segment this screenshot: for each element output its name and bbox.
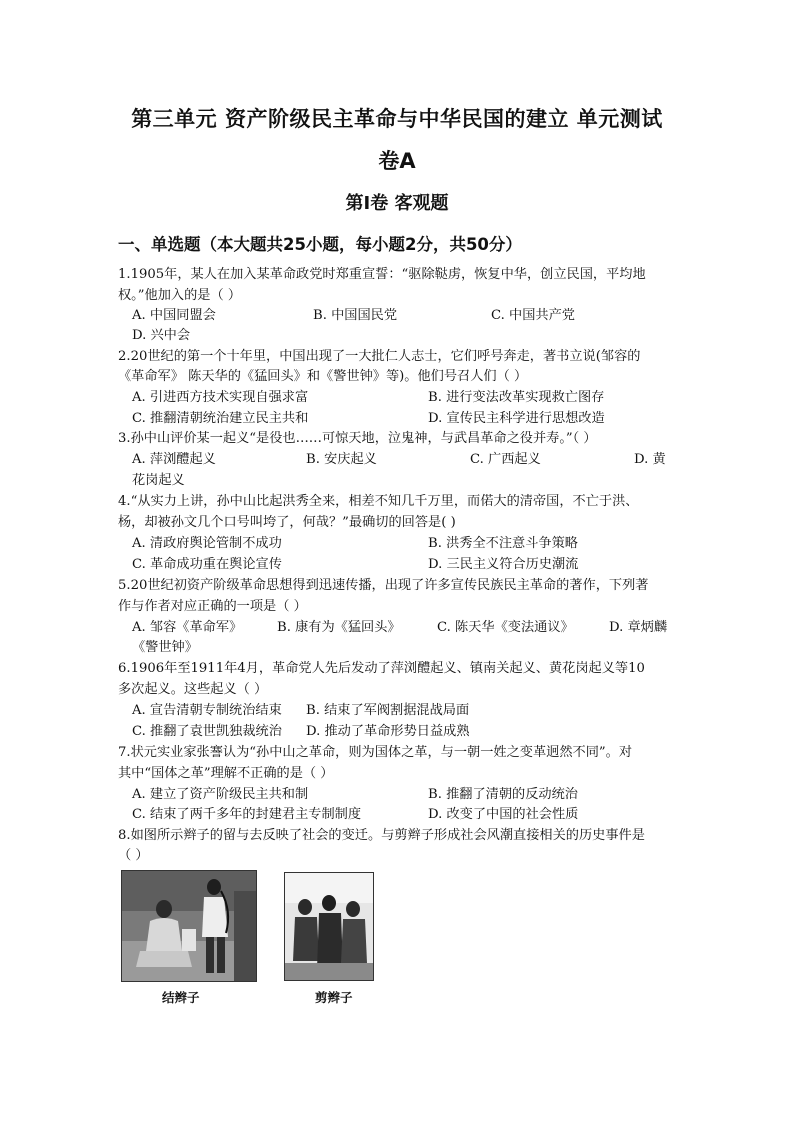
question-4-option-b: B. 洪秀全不注意斗争策略 [428,536,578,551]
question-1-option-a: A. 中国同盟会 [132,308,216,323]
question-4-option-a: A. 清政府舆论管制不成功 [132,536,282,551]
question-6-option-c: C. 推翻了袁世凯独裁统治 [132,724,282,739]
page-title: 第三单元 资产阶级民主革命与中华民国的建立 单元测试 [131,107,663,131]
photo-cutting-queue [284,872,374,981]
section-heading: 一、单选题（本大题共25小题，每小题2分，共50分） [118,235,522,254]
question-7-option-c: C. 结束了两千多年的封建君主专制制度 [132,807,362,822]
question-6-stem: 6.1906年至1911年4月，革命党人先后发动了萍浏醴起义、镇南关起义、黄花岗起义等10 [118,661,645,676]
question-2-option-b: B. 进行变法改革实现救亡图存 [428,390,605,405]
question-6-option-d: D. 推动了革命形势日益成熟 [306,724,470,739]
question-3-option-d-cont: 花岗起义 [132,473,185,488]
question-1-stem: 1.1905年，某人在加入某革命政党时郑重宣誓：“驱除鞑虏，恢复中华，创立民国，平均地 [118,267,646,282]
question-6-option-a: A. 宣告清朝专制统治结束 [132,703,282,718]
question-3-option-c: C. 广西起义 [470,452,541,467]
question-5-option-b: B. 康有为《猛回头》 [277,620,401,635]
question-2-option-d: D. 宣传民主科学进行思想改造 [428,411,605,426]
question-2-stem: 2.20世纪的第一个十年里，中国出现了一大批仁人志士，它们呼号奔走，著书立说(邹容的 [118,349,641,364]
question-7-stem: 其中“国体之革”理解不正确的是（ ） [118,766,334,781]
page-title-cont: 卷A [378,149,416,173]
question-7-option-a: A. 建立了资产阶级民主共和制 [132,787,309,802]
question-8-stem: 8.如图所示辫子的留与去反映了社会的变迁。与剪辫子形成社会风潮直接相关的历史事件是 [118,828,645,843]
question-4-option-d: D. 三民主义符合历史潮流 [428,557,579,572]
question-3-option-a: A. 萍浏醴起义 [132,452,216,467]
question-5-option-d: D. 章炳麟 [609,620,668,635]
photo-braided-queue-image [122,871,256,981]
question-4-option-c: C. 革命成功重在舆论宣传 [132,557,282,572]
question-3-stem: 3.孙中山评价某一起义“是役也……可惊天地，泣鬼神，与武昌革命之役并寿。”（ ） [118,431,597,446]
caption-cutting-queue: 剪辫子 [315,990,353,1005]
question-7-stem: 7.状元实业家张謇认为“孙中山之革命，则为国体之革，与一朝一姓之变革迥然不同”。对 [118,745,632,760]
question-5-option-d-cont: 《警世钟》 [132,640,198,655]
question-7-option-d: D. 改变了中国的社会性质 [428,807,579,822]
question-1-option-b: B. 中国国民党 [313,308,398,323]
question-4-stem: 4.“从实力上讲，孙中山比起洪秀全来，相差不知几千万里，而偌大的清帝国，不亡于洪、 [118,494,639,509]
question-5-stem: 5.20世纪初资产阶级革命思想得到迅速传播，出现了许多宣传民族民主革命的著作，下列著 [118,578,649,593]
question-7-option-b: B. 推翻了清朝的反动统治 [428,787,578,802]
question-4-stem: 杨，却被孙文几个口号叫垮了，何哉？”最确切的回答是( ) [118,515,456,530]
question-3-option-b: B. 安庆起义 [306,452,377,467]
caption-braided-queue: 结辫子 [162,990,200,1005]
question-5-option-c: C. 陈天华《变法通议》 [437,620,574,635]
question-2-option-a: A. 引进西方技术实现自强求富 [132,390,309,405]
question-6-stem: 多次起义。这些起义（ ） [118,682,268,697]
question-1-stem: 权。”他加入的是（ ） [118,288,242,303]
question-8-stem: （ ） [118,848,149,863]
question-6-option-b: B. 结束了军阀割据混战局面 [306,703,470,718]
question-1-option-c: C. 中国共产党 [491,308,575,323]
question-5-stem: 作与作者对应正确的一项是（ ） [118,599,307,614]
part-title: 第Ⅰ卷 客观题 [345,193,449,214]
question-5-option-a: A. 邹容《革命军》 [132,620,243,635]
photo-cutting-queue-image [285,873,373,980]
question-2-stem: 《革命军》 陈天华的《猛回头》和《警世钟》等)。他们号召人们（ ） [118,369,528,384]
question-1-option-d: D. 兴中会 [132,328,191,343]
photo-braided-queue [121,870,257,982]
question-3-option-d: D. 黄 [634,452,666,467]
question-2-option-c: C. 推翻清朝统治建立民主共和 [132,411,309,426]
